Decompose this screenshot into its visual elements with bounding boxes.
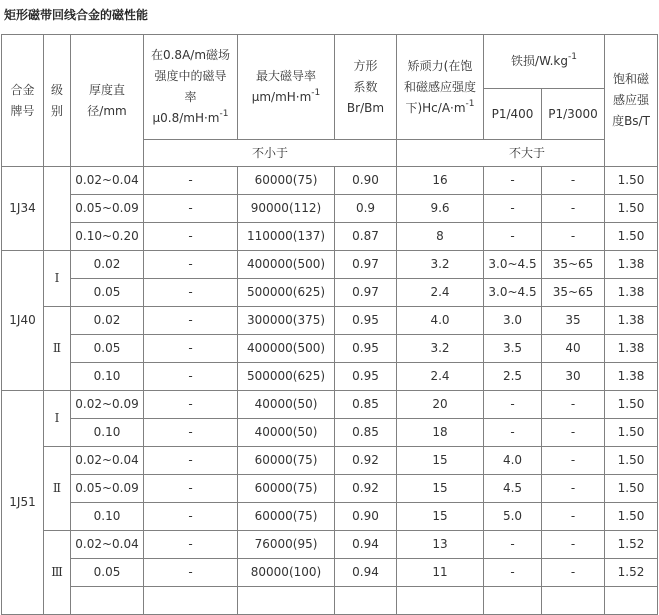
table-row [2,531,658,559]
cell-bs: 1.38 [605,251,658,279]
cell-bs: 1.38 [605,307,658,335]
cell-thickness: 0.05 [71,335,144,363]
cell-p400: - [484,419,542,447]
cell-bs: 1.38 [605,335,658,363]
cell-hc: 15 [397,503,484,531]
cell-bs: 1.50 [605,447,658,475]
cell-p3000: 35 [542,307,605,335]
cell-sq: 0.94 [335,531,397,559]
cell-grade: 1J40 [2,251,44,391]
cell-hc [397,587,484,615]
table-row [2,559,658,587]
cell-thickness: 0.02~0.09 [71,391,144,419]
cell-mu08: - [144,251,238,279]
cell-p400: - [484,531,542,559]
cell-p3000: - [542,195,605,223]
cell-mumax: 110000(137) [238,223,335,251]
page-title: 矩形磁带回线合金的磁性能 [4,8,149,22]
table-row [2,167,658,195]
table-row [2,419,658,447]
cell-thickness: 0.10 [71,503,144,531]
cell-bs: 1.50 [605,195,658,223]
cell-bs: 1.38 [605,279,658,307]
cell-hc: 4.0 [397,307,484,335]
cell-bs [605,587,658,615]
cell-p400: 2.5 [484,363,542,391]
cell-p3000: 30 [542,363,605,391]
cell-level: Ⅰ [44,251,71,307]
cell-sq: 0.90 [335,503,397,531]
cell-thickness: 0.05 [71,279,144,307]
cell-sq: 0.97 [335,279,397,307]
cell-thickness: 0.10 [71,419,144,447]
cell-mumax: 400000(500) [238,335,335,363]
table-row [2,307,658,335]
cell-p400: 3.0 [484,307,542,335]
cell-hc: 13 [397,531,484,559]
cell-p400: - [484,167,542,195]
cell-hc: 3.2 [397,335,484,363]
table-row [2,223,658,251]
cell-mu08: - [144,279,238,307]
cell-thickness [71,587,144,615]
cell-sq: 0.95 [335,363,397,391]
cell-mumax: 40000(50) [238,391,335,419]
cell-thickness: 0.02~0.04 [71,167,144,195]
table-row [2,251,658,279]
cell-mumax: 90000(112) [238,195,335,223]
cell-bs: 1.50 [605,503,658,531]
cell-mu08: - [144,307,238,335]
table-row [2,195,658,223]
cell-hc: 18 [397,419,484,447]
cell-sq [335,587,397,615]
cell-p400: 3.0~4.5 [484,251,542,279]
cell-p400: - [484,391,542,419]
cell-thickness: 0.05~0.09 [71,475,144,503]
cell-p3000: - [542,167,605,195]
cell-mumax: 60000(75) [238,167,335,195]
cell-mumax: 500000(625) [238,363,335,391]
table-row [2,475,658,503]
header-bs: 饱和磁 感应强 度Bs/T [605,35,658,167]
cell-sq: 0.87 [335,223,397,251]
cell-level [44,167,71,251]
cell-hc: 3.2 [397,251,484,279]
cell-sq: 0.97 [335,251,397,279]
cell-mumax: 76000(95) [238,531,335,559]
header-loss: 铁损$/W.kg^{-1}$ [484,35,605,89]
cell-sq: 0.90 [335,167,397,195]
cell-sq: 0.94 [335,559,397,587]
cell-thickness: 0.05 [71,559,144,587]
cell-p400: - [484,223,542,251]
header-mumax: 最大磁导率 $\mu m/mH\cdot m^{-1}$ [238,35,335,140]
header-hc: 矫顽力(在饱 和磁感应强度 下)$Hc/A\cdot m^{-1}$ [397,35,484,140]
cell-p3000 [542,587,605,615]
cell-p3000: - [542,447,605,475]
cell-p3000: - [542,223,605,251]
header-p1-400: P1/400 [484,89,542,140]
cell-mu08: - [144,503,238,531]
header-thickness: 厚度直 径/mm [71,35,144,167]
cell-p400: 3.5 [484,335,542,363]
cell-sq: 0.85 [335,391,397,419]
cell-p3000: 35~65 [542,251,605,279]
cell-hc: 9.6 [397,195,484,223]
cell-mu08: - [144,531,238,559]
cell-mumax: 60000(75) [238,503,335,531]
cell-p3000: - [542,475,605,503]
table-row [2,447,658,475]
cell-mumax: 60000(75) [238,475,335,503]
cell-mu08: - [144,559,238,587]
cell-hc: 11 [397,559,484,587]
cell-thickness: 0.02 [71,251,144,279]
cell-sq: 0.85 [335,419,397,447]
cell-thickness: 0.02 [71,307,144,335]
cell-mu08: - [144,335,238,363]
cell-level: Ⅱ [44,307,71,391]
cell-p400: - [484,195,542,223]
cell-p3000: - [542,503,605,531]
cell-hc: 2.4 [397,279,484,307]
cell-mu08 [144,587,238,615]
cell-sq: 0.92 [335,475,397,503]
cell-grade: 1J34 [2,167,44,251]
cell-p3000: - [542,531,605,559]
cell-mu08: - [144,167,238,195]
cell-mumax: 400000(500) [238,251,335,279]
cell-mumax: 300000(375) [238,307,335,335]
cell-mu08: - [144,475,238,503]
cell-mu08: - [144,223,238,251]
cell-bs: 1.38 [605,363,658,391]
table-row [2,587,658,615]
cell-p3000: 35~65 [542,279,605,307]
cell-p400 [484,587,542,615]
cell-mumax: 80000(100) [238,559,335,587]
cell-mumax: 60000(75) [238,447,335,475]
cell-hc: 8 [397,223,484,251]
cell-mu08: - [144,419,238,447]
cell-hc: 15 [397,475,484,503]
cell-thickness: 0.02~0.04 [71,531,144,559]
cell-p400: 3.0~4.5 [484,279,542,307]
cell-thickness: 0.10~0.20 [71,223,144,251]
cell-level: Ⅱ [44,447,71,531]
header-level: 级 别 [44,35,71,167]
header-not-less: 不小于 [144,140,397,167]
cell-sq: 0.92 [335,447,397,475]
cell-mu08: - [144,363,238,391]
cell-mumax: 500000(625) [238,279,335,307]
cell-p3000: 40 [542,335,605,363]
cell-bs: 1.50 [605,475,658,503]
cell-bs: 1.50 [605,167,658,195]
cell-bs: 1.52 [605,559,658,587]
cell-mumax [238,587,335,615]
cell-p400: - [484,559,542,587]
cell-p3000: - [542,391,605,419]
cell-p3000: - [542,419,605,447]
cell-hc: 2.4 [397,363,484,391]
cell-p400: 4.5 [484,475,542,503]
header-p1-3000: P1/3000 [542,89,605,140]
cell-bs: 1.52 [605,531,658,559]
cell-mu08: - [144,391,238,419]
table-row [2,335,658,363]
cell-hc: 15 [397,447,484,475]
cell-p3000: - [542,559,605,587]
cell-mu08: - [144,195,238,223]
cell-p400: 4.0 [484,447,542,475]
table-row [2,391,658,419]
table-row [2,363,658,391]
table-row [2,279,658,307]
cell-bs: 1.50 [605,223,658,251]
magnetic-properties-table [1,34,658,615]
cell-sq: 0.95 [335,335,397,363]
cell-level: Ⅰ [44,391,71,447]
cell-sq: 0.95 [335,307,397,335]
cell-bs: 1.50 [605,419,658,447]
header-squareness: 方形 系数 Br/Bm [335,35,397,140]
cell-thickness: 0.10 [71,363,144,391]
cell-sq: 0.9 [335,195,397,223]
cell-thickness: 0.02~0.04 [71,447,144,475]
header-not-more: 不大于 [397,140,658,167]
cell-thickness: 0.05~0.09 [71,195,144,223]
cell-mumax: 40000(50) [238,419,335,447]
table-row [2,503,658,531]
cell-hc: 20 [397,391,484,419]
cell-level: Ⅲ [44,531,71,615]
cell-p400: 5.0 [484,503,542,531]
cell-hc: 16 [397,167,484,195]
cell-grade: 1J51 [2,391,44,615]
cell-mu08: - [144,447,238,475]
header-grade: 合金 牌号 [2,35,44,167]
header-mu08: 在0.8A/m磁场 强度中的磁导 率 $\mu 0.8/mH\cdot m^{-1}$ [144,35,238,140]
cell-bs: 1.50 [605,391,658,419]
